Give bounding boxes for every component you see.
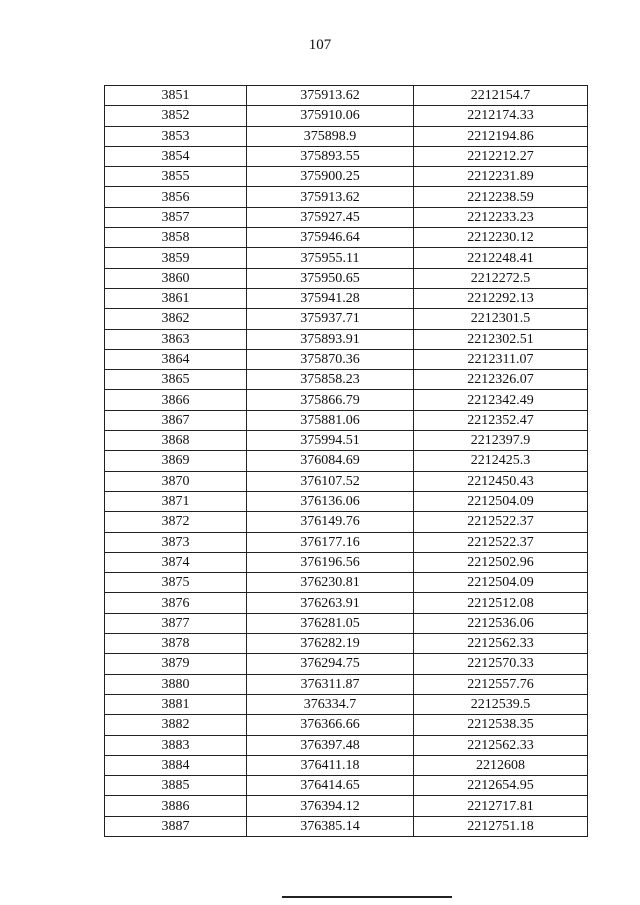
x-coordinate-cell: 376294.75 bbox=[247, 654, 414, 674]
x-coordinate-cell: 376366.66 bbox=[247, 715, 414, 735]
table-row bbox=[105, 86, 588, 106]
table-row bbox=[105, 106, 588, 126]
table-row bbox=[105, 431, 588, 451]
x-coordinate-cell: 376084.69 bbox=[247, 451, 414, 471]
point-id-cell: 3883 bbox=[105, 735, 247, 755]
y-coordinate-cell: 2212751.18 bbox=[414, 816, 588, 836]
y-coordinate-cell: 2212557.76 bbox=[414, 674, 588, 694]
point-id-cell: 3860 bbox=[105, 268, 247, 288]
table-row bbox=[105, 491, 588, 511]
y-coordinate-cell: 2212272.5 bbox=[414, 268, 588, 288]
table-row bbox=[105, 674, 588, 694]
x-coordinate-cell: 376311.87 bbox=[247, 674, 414, 694]
point-id-cell: 3887 bbox=[105, 816, 247, 836]
y-coordinate-cell: 2212342.49 bbox=[414, 390, 588, 410]
point-id-cell: 3880 bbox=[105, 674, 247, 694]
y-coordinate-cell: 2212536.06 bbox=[414, 613, 588, 633]
y-coordinate-cell: 2212504.09 bbox=[414, 573, 588, 593]
table-row bbox=[105, 776, 588, 796]
table-row bbox=[105, 451, 588, 471]
x-coordinate-cell: 376282.19 bbox=[247, 634, 414, 654]
x-coordinate-cell: 375950.65 bbox=[247, 268, 414, 288]
y-coordinate-cell: 2212311.07 bbox=[414, 349, 588, 369]
point-id-cell: 3859 bbox=[105, 248, 247, 268]
point-id-cell: 3870 bbox=[105, 471, 247, 491]
point-id-cell: 3856 bbox=[105, 187, 247, 207]
y-coordinate-cell: 2212608 bbox=[414, 755, 588, 775]
y-coordinate-cell: 2212504.09 bbox=[414, 491, 588, 511]
x-coordinate-cell: 376414.65 bbox=[247, 776, 414, 796]
point-id-cell: 3879 bbox=[105, 654, 247, 674]
coordinates-table bbox=[104, 85, 588, 837]
table-row bbox=[105, 126, 588, 146]
y-coordinate-cell: 2212522.37 bbox=[414, 532, 588, 552]
point-id-cell: 3876 bbox=[105, 593, 247, 613]
point-id-cell: 3881 bbox=[105, 694, 247, 714]
table-row bbox=[105, 796, 588, 816]
x-coordinate-cell: 375893.91 bbox=[247, 329, 414, 349]
bottom-rule bbox=[282, 896, 452, 898]
table-row bbox=[105, 228, 588, 248]
table-row bbox=[105, 654, 588, 674]
x-coordinate-cell: 375941.28 bbox=[247, 288, 414, 308]
x-coordinate-cell: 375937.71 bbox=[247, 309, 414, 329]
point-id-cell: 3866 bbox=[105, 390, 247, 410]
x-coordinate-cell: 375910.06 bbox=[247, 106, 414, 126]
y-coordinate-cell: 2212512.08 bbox=[414, 593, 588, 613]
x-coordinate-cell: 375866.79 bbox=[247, 390, 414, 410]
table-row bbox=[105, 613, 588, 633]
y-coordinate-cell: 2212562.33 bbox=[414, 634, 588, 654]
table-row bbox=[105, 735, 588, 755]
x-coordinate-cell: 375898.9 bbox=[247, 126, 414, 146]
y-coordinate-cell: 2212450.43 bbox=[414, 471, 588, 491]
point-id-cell: 3851 bbox=[105, 86, 247, 106]
point-id-cell: 3886 bbox=[105, 796, 247, 816]
point-id-cell: 3867 bbox=[105, 410, 247, 430]
y-coordinate-cell: 2212248.41 bbox=[414, 248, 588, 268]
table-row bbox=[105, 816, 588, 836]
x-coordinate-cell: 375927.45 bbox=[247, 207, 414, 227]
x-coordinate-cell: 376334.7 bbox=[247, 694, 414, 714]
table-row bbox=[105, 167, 588, 187]
x-coordinate-cell: 375913.62 bbox=[247, 86, 414, 106]
table-row bbox=[105, 512, 588, 532]
point-id-cell: 3861 bbox=[105, 288, 247, 308]
x-coordinate-cell: 376230.81 bbox=[247, 573, 414, 593]
table-row bbox=[105, 349, 588, 369]
y-coordinate-cell: 2212154.7 bbox=[414, 86, 588, 106]
table-row bbox=[105, 288, 588, 308]
point-id-cell: 3869 bbox=[105, 451, 247, 471]
table-row bbox=[105, 694, 588, 714]
y-coordinate-cell: 2212522.37 bbox=[414, 512, 588, 532]
y-coordinate-cell: 2212174.33 bbox=[414, 106, 588, 126]
table-row bbox=[105, 471, 588, 491]
y-coordinate-cell: 2212230.12 bbox=[414, 228, 588, 248]
point-id-cell: 3878 bbox=[105, 634, 247, 654]
y-coordinate-cell: 2212231.89 bbox=[414, 167, 588, 187]
point-id-cell: 3863 bbox=[105, 329, 247, 349]
x-coordinate-cell: 375900.25 bbox=[247, 167, 414, 187]
point-id-cell: 3855 bbox=[105, 167, 247, 187]
point-id-cell: 3885 bbox=[105, 776, 247, 796]
x-coordinate-cell: 375858.23 bbox=[247, 370, 414, 390]
y-coordinate-cell: 2212302.51 bbox=[414, 329, 588, 349]
y-coordinate-cell: 2212654.95 bbox=[414, 776, 588, 796]
x-coordinate-cell: 376149.76 bbox=[247, 512, 414, 532]
point-id-cell: 3853 bbox=[105, 126, 247, 146]
x-coordinate-cell: 376177.16 bbox=[247, 532, 414, 552]
x-coordinate-cell: 376394.12 bbox=[247, 796, 414, 816]
table-row bbox=[105, 309, 588, 329]
x-coordinate-cell: 375994.51 bbox=[247, 431, 414, 451]
point-id-cell: 3864 bbox=[105, 349, 247, 369]
y-coordinate-cell: 2212194.86 bbox=[414, 126, 588, 146]
table-row bbox=[105, 532, 588, 552]
y-coordinate-cell: 2212238.59 bbox=[414, 187, 588, 207]
y-coordinate-cell: 2212717.81 bbox=[414, 796, 588, 816]
page-number: 107 bbox=[308, 37, 332, 53]
table-row bbox=[105, 755, 588, 775]
x-coordinate-cell: 375881.06 bbox=[247, 410, 414, 430]
table-row bbox=[105, 573, 588, 593]
point-id-cell: 3875 bbox=[105, 573, 247, 593]
point-id-cell: 3882 bbox=[105, 715, 247, 735]
y-coordinate-cell: 2212326.07 bbox=[414, 370, 588, 390]
y-coordinate-cell: 2212539.5 bbox=[414, 694, 588, 714]
table-row bbox=[105, 146, 588, 166]
point-id-cell: 3871 bbox=[105, 491, 247, 511]
point-id-cell: 3852 bbox=[105, 106, 247, 126]
table-row bbox=[105, 634, 588, 654]
y-coordinate-cell: 2212292.13 bbox=[414, 288, 588, 308]
table-row bbox=[105, 410, 588, 430]
x-coordinate-cell: 376281.05 bbox=[247, 613, 414, 633]
point-id-cell: 3868 bbox=[105, 431, 247, 451]
table-row bbox=[105, 552, 588, 572]
point-id-cell: 3872 bbox=[105, 512, 247, 532]
x-coordinate-cell: 375913.62 bbox=[247, 187, 414, 207]
y-coordinate-cell: 2212233.23 bbox=[414, 207, 588, 227]
y-coordinate-cell: 2212352.47 bbox=[414, 410, 588, 430]
point-id-cell: 3858 bbox=[105, 228, 247, 248]
y-coordinate-cell: 2212570.33 bbox=[414, 654, 588, 674]
x-coordinate-cell: 376385.14 bbox=[247, 816, 414, 836]
table-row bbox=[105, 593, 588, 613]
x-coordinate-cell: 376196.56 bbox=[247, 552, 414, 572]
point-id-cell: 3877 bbox=[105, 613, 247, 633]
x-coordinate-cell: 375946.64 bbox=[247, 228, 414, 248]
point-id-cell: 3854 bbox=[105, 146, 247, 166]
point-id-cell: 3865 bbox=[105, 370, 247, 390]
coordinates-table-body bbox=[105, 86, 588, 837]
x-coordinate-cell: 376107.52 bbox=[247, 471, 414, 491]
table-row bbox=[105, 268, 588, 288]
x-coordinate-cell: 376397.48 bbox=[247, 735, 414, 755]
y-coordinate-cell: 2212425.3 bbox=[414, 451, 588, 471]
point-id-cell: 3884 bbox=[105, 755, 247, 775]
table-row bbox=[105, 329, 588, 349]
point-id-cell: 3862 bbox=[105, 309, 247, 329]
y-coordinate-cell: 2212397.9 bbox=[414, 431, 588, 451]
point-id-cell: 3857 bbox=[105, 207, 247, 227]
x-coordinate-cell: 376136.06 bbox=[247, 491, 414, 511]
y-coordinate-cell: 2212301.5 bbox=[414, 309, 588, 329]
table-row bbox=[105, 187, 588, 207]
y-coordinate-cell: 2212502.96 bbox=[414, 552, 588, 572]
table-row bbox=[105, 390, 588, 410]
x-coordinate-cell: 376263.91 bbox=[247, 593, 414, 613]
y-coordinate-cell: 2212538.35 bbox=[414, 715, 588, 735]
y-coordinate-cell: 2212562.33 bbox=[414, 735, 588, 755]
x-coordinate-cell: 376411.18 bbox=[247, 755, 414, 775]
x-coordinate-cell: 375893.55 bbox=[247, 146, 414, 166]
x-coordinate-cell: 375955.11 bbox=[247, 248, 414, 268]
table-row bbox=[105, 370, 588, 390]
point-id-cell: 3873 bbox=[105, 532, 247, 552]
table-row bbox=[105, 207, 588, 227]
x-coordinate-cell: 375870.36 bbox=[247, 349, 414, 369]
table-row bbox=[105, 248, 588, 268]
table-row bbox=[105, 715, 588, 735]
y-coordinate-cell: 2212212.27 bbox=[414, 146, 588, 166]
point-id-cell: 3874 bbox=[105, 552, 247, 572]
